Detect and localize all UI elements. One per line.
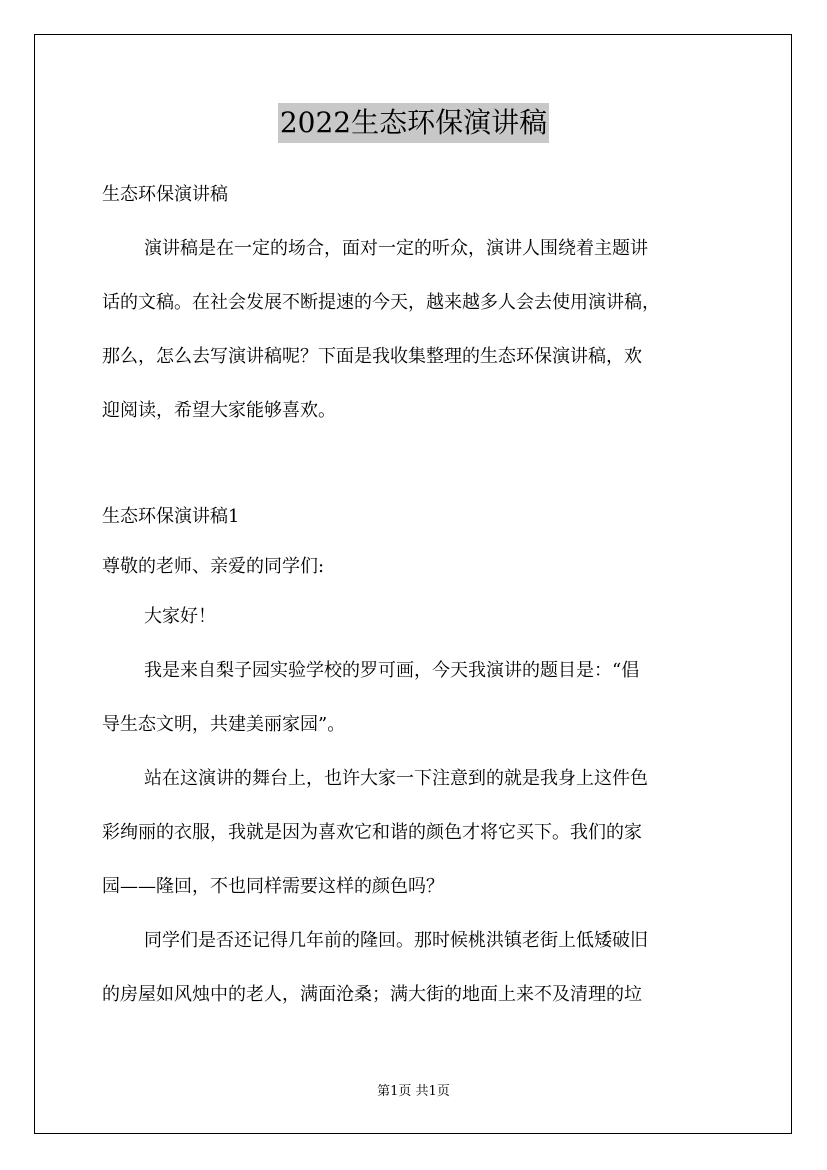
page-footer: 第1页 共1页 — [377, 1084, 450, 1099]
paragraph-line: 彩绚丽的衣服，我就是因为喜欢它和谐的颜色才将它买下。我们的家 — [102, 822, 642, 843]
paragraph-line: 的房屋如风烛中的老人，满面沧桑；满大街的地面上来不及清理的垃 — [102, 984, 642, 1005]
intro-line: 迎阅读，希望大家能够喜欢。 — [102, 400, 336, 421]
paragraph-line: 我是来自梨子园实验学校的罗可画，今天我演讲的题目是：“倡 — [144, 660, 640, 681]
intro-line: 话的文稿。在社会发展不断提速的今天，越来越多人会去使用演讲稿， — [102, 292, 660, 313]
greeting: 大家好！ — [144, 606, 216, 627]
salutation: 尊敬的老师、亲爱的同学们: — [102, 556, 325, 577]
paragraph-line: 同学们是否还记得几年前的隆回。那时候桃洪镇老街上低矮破旧 — [144, 930, 648, 951]
paragraph-line: 导生态文明，共建美丽家园”。 — [102, 714, 346, 735]
section-heading: 生态环保演讲稿1 — [102, 506, 240, 527]
intro-line: 演讲稿是在一定的场合，面对一定的听众，演讲人围绕着主题讲 — [144, 238, 648, 259]
paragraph-line: 园——隆回，不也同样需要这样的颜色吗？ — [102, 876, 444, 897]
spacer — [102, 445, 738, 497]
subtitle: 生态环保演讲稿 — [102, 184, 228, 205]
title-container — [0, 103, 827, 143]
document-body — [102, 175, 738, 1029]
intro-line: 那么，怎么去写演讲稿呢？下面是我收集整理的生态环保演讲稿，欢 — [102, 346, 642, 367]
document-title: 2022生态环保演讲稿 — [278, 103, 549, 143]
paragraph-line: 站在这演讲的舞台上，也许大家一下注意到的就是我身上这件色 — [144, 768, 648, 789]
